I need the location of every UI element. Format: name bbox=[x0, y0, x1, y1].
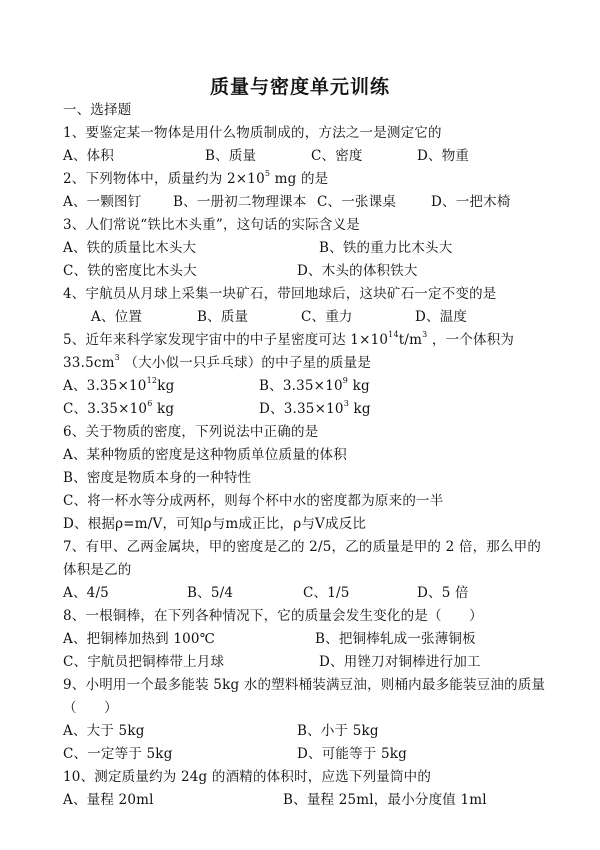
q10-option-a: A、量程 20ml bbox=[63, 792, 154, 808]
q5-option-b-base: B、3.35×10 bbox=[259, 378, 343, 394]
q7-option-d: D、5 倍 bbox=[417, 585, 469, 601]
q9-option-d: D、可能等于 5kg bbox=[297, 746, 408, 762]
q4-option-b: B、质量 bbox=[197, 309, 249, 325]
q2-stem-b: mg 的是 bbox=[270, 171, 329, 187]
q6-option-d: D、根据ρ=m/V，可知ρ与m成正比，ρ与V成反比 bbox=[63, 516, 367, 532]
question-8-stem: 8、一根铜棒，在下列各种情况下，它的质量会发生变化的是（ ） bbox=[63, 608, 483, 624]
q5-option-c-unit: kg bbox=[152, 401, 175, 417]
question-6-stem: 6、关于物质的密度，下列说法中正确的是 bbox=[63, 424, 319, 440]
q5-stem2-a: 33.5cm bbox=[63, 355, 115, 371]
q8-option-a: A、把铜棒加热到 100℃ bbox=[63, 631, 216, 647]
question-9-stem: 9、小明用一个最多能装 5kg 水的塑料桶装满豆油，则桶内最多能装豆油的质量 bbox=[63, 677, 546, 693]
q9-option-c: C、一定等于 5kg bbox=[63, 746, 173, 762]
q5-option-d-base: D、3.35×10 bbox=[259, 401, 344, 417]
q6-option-c: C、将一杯水等分成两杯，则每个杯中水的密度都为原来的一半 bbox=[63, 493, 444, 509]
q2-option-b: B、一册初二物理课本 bbox=[173, 194, 307, 210]
q7-option-c: C、1/5 bbox=[303, 585, 350, 601]
q8-option-b: B、把铜棒轧成一张薄铜板 bbox=[315, 631, 476, 647]
q5-option-d-unit: kg bbox=[348, 401, 371, 417]
q9-option-b: B、小于 5kg bbox=[297, 723, 379, 739]
q5-option-d bbox=[259, 397, 371, 421]
page-title: 质量与密度单元训练 bbox=[209, 76, 390, 98]
q1-option-c: C、密度 bbox=[311, 148, 363, 164]
q5-option-a-unit: kg bbox=[157, 378, 175, 394]
q5-option-a-exp: 12 bbox=[146, 376, 158, 385]
q5-option-d-exp: 3 bbox=[343, 399, 349, 408]
q4-option-a: A、位置 bbox=[91, 309, 143, 325]
q6-option-a: A、某种物质的密度是这种物质单位质量的体积 bbox=[63, 447, 347, 463]
question-10-stem: 10、测定质量约为 24g 的酒精的体积时，应选下列量筒中的 bbox=[63, 769, 432, 785]
q5-stem-a: 5、近年来科学家发现宇宙中的中子星密度可达 1×10 bbox=[63, 332, 389, 348]
q5-exponent-density: 14 bbox=[388, 330, 399, 339]
question-2-stem bbox=[63, 167, 328, 191]
q6-option-b: B、密度是物质本身的一种特性 bbox=[63, 470, 252, 486]
q5-stem-b: ，一个体积为 bbox=[427, 332, 515, 348]
q2-option-d: D、一把木椅 bbox=[431, 194, 511, 210]
q5-option-a-base: A、3.35×10 bbox=[63, 378, 147, 394]
question-7-stem-continued: 体积是乙的 bbox=[63, 562, 132, 578]
question-4-stem: 4、宇航员从月球上采集一块矿石，带回地球后，这块矿石一定不变的是 bbox=[63, 286, 497, 302]
q2-stem-a: 2、下列物体中，质量约为 2×10 bbox=[63, 171, 265, 187]
question-5-stem-continued bbox=[63, 351, 371, 375]
question-5-stem bbox=[63, 328, 514, 352]
q8-option-c: C、宇航员把铜棒带上月球 bbox=[63, 654, 225, 670]
q1-option-d: D、物重 bbox=[417, 148, 470, 164]
question-9-stem-continued: （ ） bbox=[63, 700, 118, 716]
question-7-stem: 7、有甲、乙两金属块，甲的密度是乙的 2/5，乙的质量是甲的 2 倍，那么甲的 bbox=[63, 539, 542, 555]
q2-option-a: A、一颗图钉 bbox=[63, 194, 142, 210]
q1-option-a: A、体积 bbox=[63, 148, 115, 164]
q5-option-c bbox=[63, 397, 174, 421]
question-1-stem: 1、要鉴定某一物体是用什么物质制成的，方法之一是测定它的 bbox=[63, 125, 442, 141]
q5-option-b-exp: 9 bbox=[342, 376, 349, 385]
q3-option-d: D、木头的体积铁大 bbox=[297, 263, 418, 279]
q2-exponent: 5 bbox=[264, 169, 271, 178]
q1-option-b: B、质量 bbox=[205, 148, 257, 164]
section-heading: 一、选择题 bbox=[63, 102, 132, 118]
q3-option-b: B、铁的重力比木头大 bbox=[319, 240, 453, 256]
question-3-stem: 3、人们常说“铁比木头重”，这句话的实际含义是 bbox=[63, 217, 360, 233]
q7-option-a: A、4/5 bbox=[63, 585, 109, 601]
q7-option-b: B、5/4 bbox=[187, 585, 234, 601]
q4-option-d: D、温度 bbox=[415, 309, 468, 325]
q5-option-b bbox=[259, 374, 370, 398]
q5-exponent-unit: 3 bbox=[422, 330, 428, 339]
q4-option-c: C、重力 bbox=[301, 309, 353, 325]
q5-option-a bbox=[63, 374, 174, 398]
q5-option-c-base: C、3.35×10 bbox=[63, 401, 148, 417]
q3-option-a: A、铁的质量比木头大 bbox=[63, 240, 197, 256]
q2-option-c: C、一张课桌 bbox=[317, 194, 397, 210]
q5-stem-unit: t/m bbox=[398, 332, 423, 348]
q5-exponent-volume: 3 bbox=[114, 353, 120, 362]
q9-option-a: A、大于 5kg bbox=[63, 723, 145, 739]
q5-stem2-b: （大小似一只乒乓球）的中子星的质量是 bbox=[119, 355, 372, 371]
q5-option-b-unit: kg bbox=[348, 378, 370, 394]
q8-option-d: D、用锉刀对铜棒进行加工 bbox=[319, 654, 481, 670]
q3-option-c: C、铁的密度比木头大 bbox=[63, 263, 197, 279]
q10-option-b: B、量程 25ml，最小分度值 1ml bbox=[283, 792, 487, 808]
q5-option-c-exp: 6 bbox=[147, 399, 153, 408]
